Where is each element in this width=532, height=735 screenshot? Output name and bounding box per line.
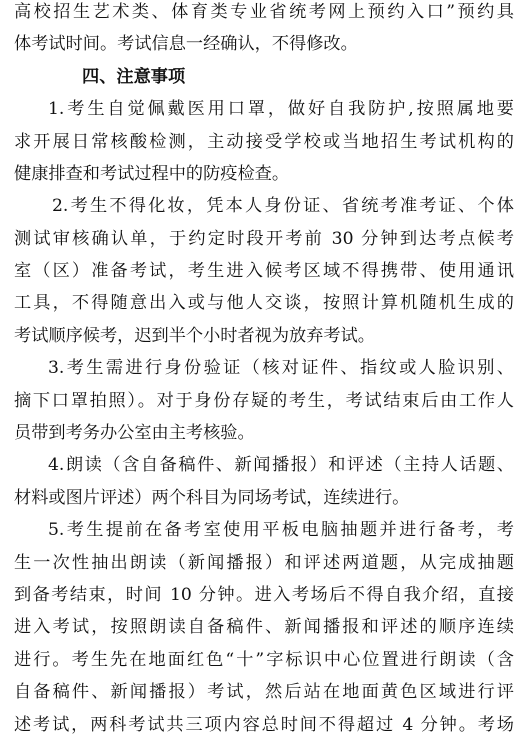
item-2-line-2: 测试审核确认单，于约定时段开考前 30 分钟到达考点候考: [14, 228, 514, 249]
item-1-line-3: 健康排查和考试过程中的防疫检查。: [14, 163, 290, 184]
item-5-line-5: 进行。考生先在地面红色“十”字标识中心位置进行朗读（含: [14, 649, 514, 670]
intro-line-1: 高校招生艺术类、体育类专业省统考网上预约入口”预约具: [14, 2, 514, 22]
item-3-line-1: 3.考生需进行身份验证（核对证件、指纹或人脸识别、: [48, 358, 514, 379]
item-5-line-4: 进入考试，按照朗读自备稿件、新闻播报和评述的顺序连续: [14, 617, 514, 638]
item-5-line-6: 自备稿件、新闻播报）考试，然后站在地面黄色区域进行评: [14, 682, 514, 703]
item-5-line-3: 到备考结束，时间 10 分钟。进入考场后不得自我介绍，直接: [14, 584, 514, 605]
item-5-line-2: 生一次性抽出朗读（新闻播报）和评述两道题，从完成抽题: [14, 552, 514, 573]
item-2-line-4: 工具，不得随意出入或与他人交谈，按照计算机随机生成的: [14, 293, 514, 314]
item-3-line-3: 员带到考务办公室由主考核验。: [14, 423, 255, 444]
item-5-line-1: 5.考生提前在备考室使用平板电脑抽题并进行备考，考: [48, 520, 514, 541]
item-2-line-5: 考试顺序候考，迟到半个小时者视为放弃考试。: [14, 325, 375, 346]
section-heading: 四、注意事项: [82, 66, 186, 87]
intro-line-2: 体考试时间。考试信息一经确认，不得修改。: [14, 34, 358, 55]
item-3-line-2: 摘下口罩拍照）。对于身份存疑的考生，考试结束后由工作人: [14, 390, 514, 411]
item-2-line-1: 2.考生不得化妆，凭本人身份证、省统考准考证、个体: [52, 196, 514, 217]
item-1-line-1: 1.考生自觉佩戴医用口罩，做好自我防护,按照属地要: [48, 99, 514, 120]
item-5-line-7: 述考试，两科考试共三项内容总时间不得超过 4 分钟。考场: [14, 714, 514, 735]
item-2-line-3: 室（区）准备考试，考生进入候考区域不得携带、使用通讯: [14, 261, 514, 282]
item-4-line-1: 4.朗读（含自备稿件、新闻播报）和评述（主持人话题、: [48, 455, 514, 476]
item-1-line-2: 求开展日常核酸检测，主动接受学校或当地招生考试机构的: [14, 131, 514, 152]
item-4-line-2: 材料或图片评述）两个科目为同场考试，连续进行。: [14, 487, 410, 508]
